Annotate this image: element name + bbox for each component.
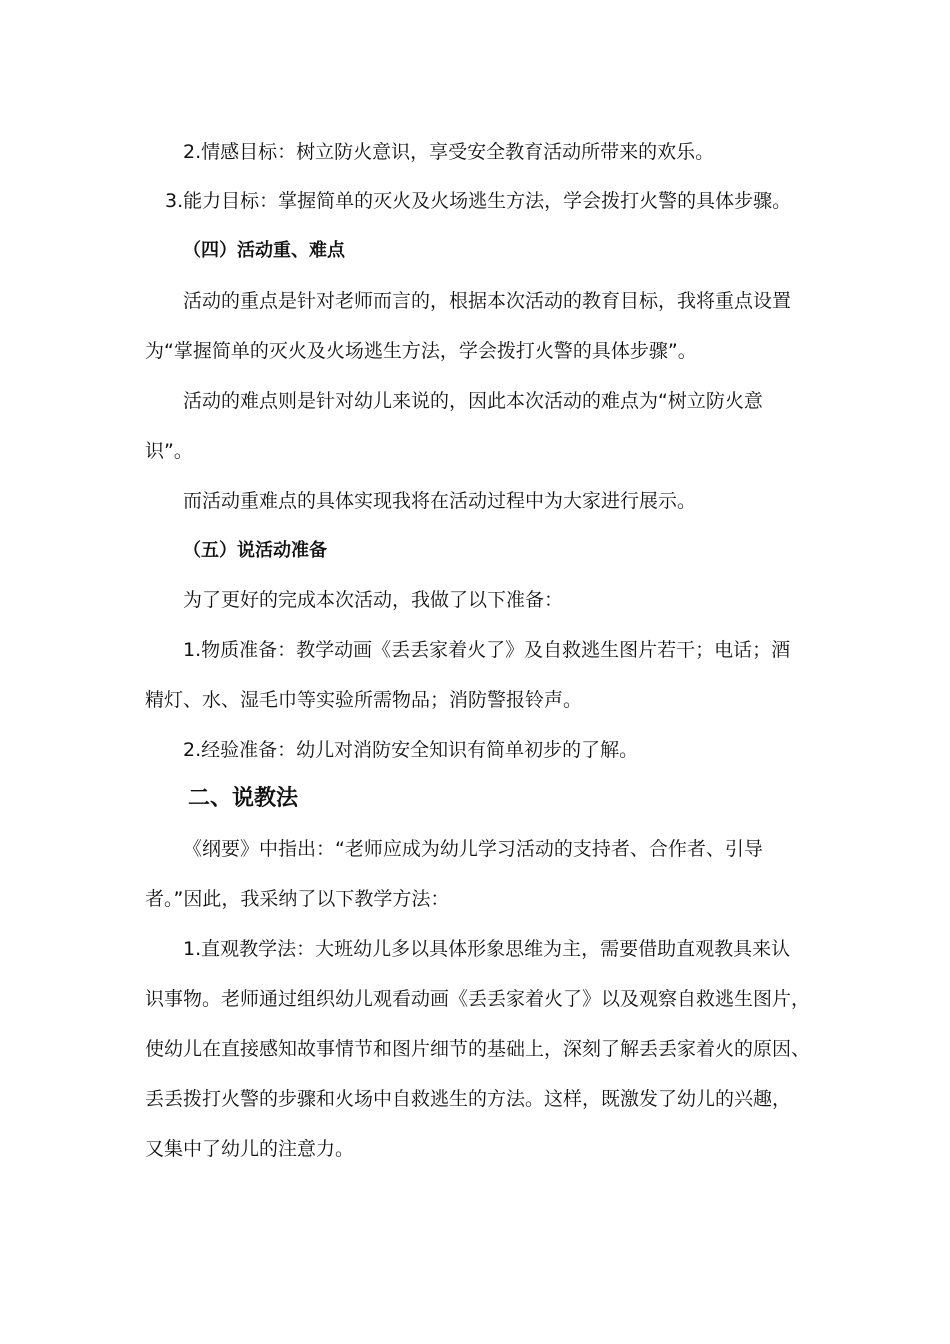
method-line-5: 又集中了幼儿的注意力。 bbox=[145, 1138, 355, 1160]
subheading-key-points: （四）活动重、难点 bbox=[183, 240, 345, 261]
emotion-goal-line: 2.情感目标：树立防火意识，享受安全教育活动所带来的欢乐。 bbox=[183, 141, 715, 163]
experience-prep-line: 2.经验准备：幼儿对消防安全知识有简单初步的了解。 bbox=[183, 739, 639, 761]
method-line-2: 识事物。老师通过组织幼儿观看动画《丢丢家着火了》以及观察自救逃生图片， bbox=[145, 988, 811, 1010]
material-prep-line-2: 精灯、水、湿毛巾等实验所需物品；消防警报铃声。 bbox=[145, 689, 583, 711]
material-prep-line-1: 1.物质准备：教学动画《丢丢家着火了》及自救逃生图片若干；电话；酒 bbox=[183, 639, 791, 661]
ability-goal-line: 3.能力目标：掌握简单的灭火及火场逃生方法，学会拨打火警的具体步骤。 bbox=[165, 190, 792, 212]
key-point-line-1: 活动的重点是针对老师而言的，根据本次活动的教育目标，我将重点设置 bbox=[183, 290, 792, 312]
method-line-4: 丢丢拨打火警的步骤和火场中自救逃生的方法。这样，既激发了幼儿的兴趣， bbox=[145, 1088, 792, 1110]
implementation-line: 而活动重难点的具体实现我将在活动过程中为大家进行展示。 bbox=[183, 490, 697, 512]
key-point-line-2: 为“掌握简单的灭火及火场逃生方法，学会拨打火警的具体步骤”。 bbox=[145, 340, 697, 362]
difficulty-line-1: 活动的难点则是针对幼儿来说的，因此本次活动的难点为“树立防火意 bbox=[183, 390, 763, 412]
difficulty-line-2: 识”。 bbox=[145, 440, 193, 462]
method-line-3: 使幼儿在直接感知故事情节和图片细节的基础上，深刻了解丢丢家着火的原因、 bbox=[145, 1038, 811, 1060]
preparation-intro-line: 为了更好的完成本次活动，我做了以下准备： bbox=[183, 589, 564, 611]
section-heading-teaching-methods: 二、说教法 bbox=[188, 786, 299, 811]
outline-quote-line-2: 者。”因此，我采纳了以下教学方法： bbox=[145, 888, 450, 910]
subheading-preparation: （五）说活动准备 bbox=[183, 540, 327, 561]
outline-quote-line-1: 《纲要》中指出：“老师应成为幼儿学习活动的支持者、合作者、引导 bbox=[183, 838, 763, 860]
method-line-1: 1.直观教学法：大班幼儿多以具体形象思维为主，需要借助直观教具来认 bbox=[183, 938, 791, 960]
